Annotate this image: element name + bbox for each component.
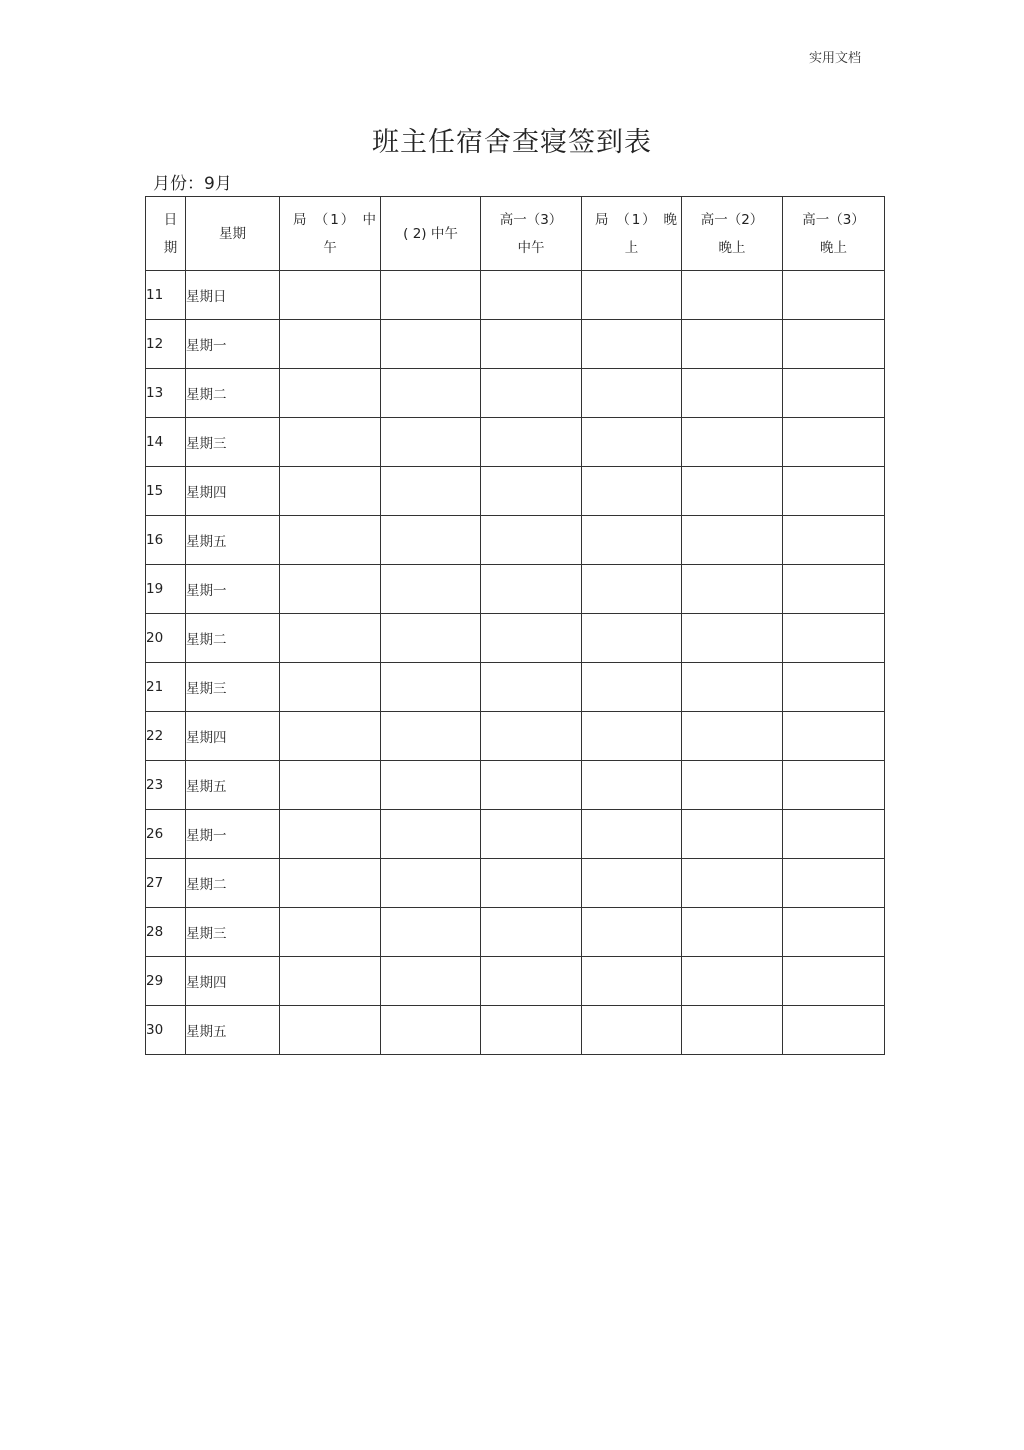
signature-cell[interactable] (682, 271, 783, 320)
signature-cell[interactable] (682, 761, 783, 810)
signature-cell[interactable] (481, 1006, 582, 1055)
signature-cell[interactable] (682, 320, 783, 369)
signature-cell[interactable] (682, 859, 783, 908)
sign-column-header (381, 197, 481, 271)
date-cell: 28 (146, 908, 186, 957)
signature-cell[interactable] (381, 908, 481, 957)
signature-cell[interactable] (582, 320, 682, 369)
signature-cell[interactable] (682, 614, 783, 663)
date-cell: 15 (146, 467, 186, 516)
weekday-cell: 星期一 (186, 565, 280, 614)
signature-cell[interactable] (280, 908, 381, 957)
date-cell: 26 (146, 810, 186, 859)
signature-cell[interactable] (280, 271, 381, 320)
signature-cell[interactable] (381, 810, 481, 859)
header-label: 实用文档 (809, 51, 862, 66)
signature-cell[interactable] (783, 565, 885, 614)
signature-cell[interactable] (783, 1006, 885, 1055)
signature-cell[interactable] (481, 271, 582, 320)
signature-cell[interactable] (280, 761, 381, 810)
signature-cell[interactable] (280, 320, 381, 369)
signature-cell[interactable] (582, 908, 682, 957)
weekday-cell: 星期三 (186, 418, 280, 467)
date-cell: 29 (146, 957, 186, 1006)
sign-column-header (481, 197, 582, 271)
table-row (146, 712, 885, 761)
signature-cell[interactable] (682, 418, 783, 467)
signature-cell[interactable] (381, 369, 481, 418)
date-column-header (146, 197, 186, 271)
table-row (146, 271, 885, 320)
table-row (146, 614, 885, 663)
signature-cell[interactable] (582, 565, 682, 614)
table-row (146, 1006, 885, 1055)
signature-cell[interactable] (783, 516, 885, 565)
signature-cell[interactable] (481, 565, 582, 614)
weekday-cell: 星期二 (186, 369, 280, 418)
signature-cell[interactable] (783, 271, 885, 320)
signature-cell[interactable] (381, 271, 481, 320)
signature-cell[interactable] (481, 320, 582, 369)
table-row (146, 761, 885, 810)
signature-cell[interactable] (783, 467, 885, 516)
weekday-cell: 星期五 (186, 516, 280, 565)
signature-cell[interactable] (280, 369, 381, 418)
signature-cell[interactable] (280, 614, 381, 663)
date-cell: 20 (146, 614, 186, 663)
signature-cell[interactable] (381, 614, 481, 663)
signature-cell[interactable] (783, 810, 885, 859)
signature-cell[interactable] (682, 663, 783, 712)
signature-cell[interactable] (280, 565, 381, 614)
date-cell: 27 (146, 859, 186, 908)
signature-cell[interactable] (783, 908, 885, 957)
date-header-line: 日 (163, 211, 178, 228)
signature-cell[interactable] (381, 565, 481, 614)
sign-column-header (682, 197, 783, 271)
table-row (146, 369, 885, 418)
sign-header-line: 上 (624, 239, 639, 256)
signature-cell[interactable] (381, 859, 481, 908)
signature-cell[interactable] (582, 369, 682, 418)
date-cell: 14 (146, 418, 186, 467)
weekday-cell: 星期一 (186, 320, 280, 369)
date-cell: 16 (146, 516, 186, 565)
sign-header-line: 晚上 (820, 239, 847, 256)
sign-header-line: 局 （1） 中 (293, 211, 376, 228)
signature-cell[interactable] (280, 712, 381, 761)
signature-cell[interactable] (783, 663, 885, 712)
table-row (146, 565, 885, 614)
header-row (146, 197, 885, 271)
weekday-cell: 星期三 (186, 663, 280, 712)
weekday-cell: 星期四 (186, 957, 280, 1006)
table-row (146, 516, 885, 565)
signature-cell[interactable] (481, 418, 582, 467)
table-row (146, 859, 885, 908)
table-row (146, 810, 885, 859)
sign-header-line: ( 2) 中午 (403, 225, 458, 242)
signature-cell[interactable] (280, 467, 381, 516)
signature-cell[interactable] (280, 859, 381, 908)
weekday-cell: 星期一 (186, 810, 280, 859)
sign-header-line: 高一（3） (499, 211, 563, 228)
signature-cell[interactable] (682, 565, 783, 614)
signature-cell[interactable] (783, 320, 885, 369)
sign-column-header (783, 197, 885, 271)
date-cell: 21 (146, 663, 186, 712)
table-row (146, 418, 885, 467)
weekday-cell: 星期二 (186, 614, 280, 663)
document-title: 班主任宿舍查寝签到表 (372, 127, 652, 158)
table-row (146, 957, 885, 1006)
signature-cell[interactable] (582, 271, 682, 320)
weekday-cell: 星期五 (186, 761, 280, 810)
signature-cell[interactable] (481, 810, 582, 859)
signature-cell[interactable] (682, 810, 783, 859)
weekday-cell: 星期二 (186, 859, 280, 908)
signature-cell[interactable] (783, 859, 885, 908)
signature-cell[interactable] (280, 957, 381, 1006)
signature-cell[interactable] (783, 418, 885, 467)
signature-cell[interactable] (481, 859, 582, 908)
table-header (146, 197, 885, 271)
signature-cell[interactable] (682, 516, 783, 565)
sign-header-line: 高一（3） (802, 211, 865, 228)
signature-cell[interactable] (682, 957, 783, 1006)
signature-cell[interactable] (481, 761, 582, 810)
signature-cell[interactable] (682, 712, 783, 761)
signature-cell[interactable] (381, 1006, 481, 1055)
signature-cell[interactable] (280, 418, 381, 467)
sign-header-line: 局 （1） 晚 (595, 211, 677, 228)
table-row (146, 467, 885, 516)
date-cell: 19 (146, 565, 186, 614)
signature-cell[interactable] (783, 712, 885, 761)
sign-header-line: 中午 (517, 239, 545, 256)
table-row (146, 908, 885, 957)
signature-cell[interactable] (783, 369, 885, 418)
signature-cell[interactable] (381, 761, 481, 810)
signature-cell[interactable] (481, 516, 582, 565)
signature-cell[interactable] (682, 1006, 783, 1055)
signature-cell[interactable] (381, 957, 481, 1006)
signature-cell[interactable] (481, 957, 582, 1006)
date-cell: 30 (146, 1006, 186, 1055)
weekday-cell: 星期三 (186, 908, 280, 957)
sign-column-header (582, 197, 682, 271)
signature-cell[interactable] (381, 320, 481, 369)
signature-cell[interactable] (481, 369, 582, 418)
weekday-cell: 星期四 (186, 712, 280, 761)
signature-cell[interactable] (381, 467, 481, 516)
date-cell: 22 (146, 712, 186, 761)
signature-cell[interactable] (582, 859, 682, 908)
signature-cell[interactable] (783, 761, 885, 810)
signature-cell[interactable] (582, 712, 682, 761)
signature-cell[interactable] (582, 761, 682, 810)
table-body (146, 271, 885, 1055)
weekday-cell: 星期日 (186, 271, 280, 320)
table-row (146, 320, 885, 369)
date-cell: 13 (146, 369, 186, 418)
sign-header-line: 午 (323, 239, 337, 256)
signature-cell[interactable] (582, 663, 682, 712)
signature-cell[interactable] (582, 614, 682, 663)
date-cell: 11 (146, 271, 186, 320)
signature-cell[interactable] (783, 957, 885, 1006)
signature-cell[interactable] (582, 516, 682, 565)
signature-cell[interactable] (481, 614, 582, 663)
weekday-cell: 星期四 (186, 467, 280, 516)
signature-cell[interactable] (582, 957, 682, 1006)
signature-cell[interactable] (682, 908, 783, 957)
weekday-cell: 星期五 (186, 1006, 280, 1055)
signature-cell[interactable] (682, 467, 783, 516)
signature-cell[interactable] (381, 712, 481, 761)
signature-cell[interactable] (582, 810, 682, 859)
weekday-column-header: 星期 (186, 197, 280, 271)
table-row (146, 663, 885, 712)
signature-cell[interactable] (481, 908, 582, 957)
signature-cell[interactable] (381, 663, 481, 712)
signature-cell[interactable] (481, 663, 582, 712)
date-cell: 12 (146, 320, 186, 369)
signature-cell[interactable] (582, 418, 682, 467)
date-cell: 23 (146, 761, 186, 810)
signature-cell[interactable] (481, 712, 582, 761)
date-header-line: 期 (163, 239, 178, 256)
sign-column-header (280, 197, 381, 271)
signature-cell[interactable] (582, 467, 682, 516)
signature-cell[interactable] (280, 663, 381, 712)
signature-cell[interactable] (481, 467, 582, 516)
signature-cell[interactable] (381, 516, 481, 565)
signature-cell[interactable] (280, 810, 381, 859)
signature-cell[interactable] (783, 614, 885, 663)
signature-cell[interactable] (280, 516, 381, 565)
signature-cell[interactable] (381, 418, 481, 467)
sign-in-table (145, 196, 885, 1055)
signature-cell[interactable] (280, 1006, 381, 1055)
sign-header-line: 晚上 (718, 239, 746, 256)
sign-header-line: 高一（2） (700, 211, 764, 228)
signature-cell[interactable] (582, 1006, 682, 1055)
month-label: 月份：9月 (153, 174, 232, 194)
signature-cell[interactable] (682, 369, 783, 418)
